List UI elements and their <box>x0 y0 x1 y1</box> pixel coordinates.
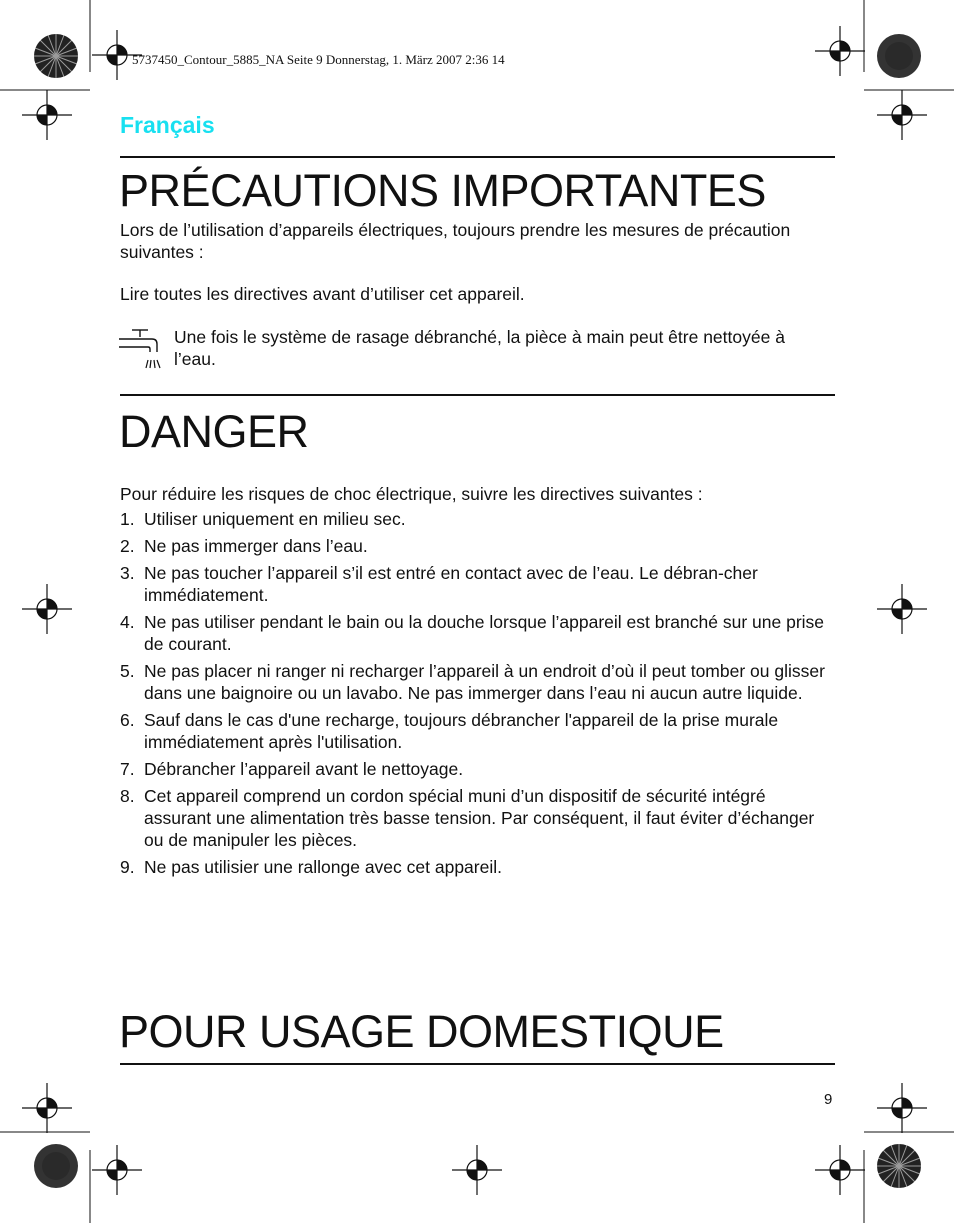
list-item-number: 2. <box>120 536 135 556</box>
list-item-number: 6. <box>120 710 135 730</box>
registration-crosshair-icon <box>22 90 72 140</box>
danger-intro: Pour réduire les risques de choc électrique, suivre les directives suivantes : <box>120 484 703 504</box>
section-title-danger: DANGER <box>119 406 309 457</box>
cleaning-note: Une fois le système de rasage débranché, la pièce à main peut être nettoyée à l’eau. <box>174 327 785 369</box>
list-item-text: Cet appareil comprend un cordon spécial muni d’un dispositif de sécurité intégré assurant une alimentation très basse tension. Par conséquent, il faut éviter d’échanger ou de manipuler les pièces. <box>144 786 815 850</box>
registration-crosshair-icon <box>815 26 865 76</box>
print-header: 5737450_Contour_5885_NA Seite 9 Donnerstag, 1. März 2007 2:36 14 <box>132 52 505 67</box>
color-calibration-wheel-icon <box>876 1143 922 1189</box>
list-item-text: Utiliser uniquement en milieu sec. <box>144 509 406 529</box>
registration-crosshair-icon <box>877 90 927 140</box>
read-instructions-text: Lire toutes les directives avant d’utiliser cet appareil. <box>120 284 525 304</box>
registration-crosshair-icon <box>92 30 142 80</box>
registration-crosshair-icon <box>877 1083 927 1133</box>
list-item-text: Ne pas immerger dans l’eau. <box>144 536 368 556</box>
list-item-number: 8. <box>120 786 135 806</box>
page-number: 9 <box>824 1091 833 1108</box>
section-title-household: POUR USAGE DOMESTIQUE <box>119 1006 724 1057</box>
list-item-number: 7. <box>120 759 135 779</box>
list-item-number: 5. <box>120 661 135 681</box>
registration-crosshair-icon <box>452 1145 502 1195</box>
registration-crosshair-icon <box>22 584 72 634</box>
section-title-precautions: PRÉCAUTIONS IMPORTANTES <box>119 165 766 216</box>
registration-crosshair-icon <box>815 1145 865 1195</box>
registration-crosshair-icon <box>877 584 927 634</box>
list-item-text: Ne pas utilisier une rallonge avec cet appareil. <box>144 857 502 877</box>
color-calibration-wheel-icon <box>876 33 922 79</box>
registration-crosshair-icon <box>22 1083 72 1133</box>
language-label: Français <box>120 112 215 138</box>
color-calibration-wheel-icon <box>33 33 79 79</box>
list-item-text: Débrancher l’appareil avant le nettoyage. <box>144 759 464 779</box>
list-item-number: 9. <box>120 857 135 877</box>
color-calibration-wheel-icon <box>33 1143 79 1189</box>
registration-crosshair-icon <box>92 1145 142 1195</box>
list-item-number: 1. <box>120 509 135 529</box>
list-item-number: 3. <box>120 563 135 583</box>
list-item-number: 4. <box>120 612 135 632</box>
list-item-text: Ne pas placer ni ranger ni recharger l’appareil à un endroit d’où il peut tomber ou glisser dans une baignoire ou un lavabo. Ne pas immerger dans l’eau ni aucun autre liquide. <box>144 661 825 703</box>
list-item-text: Sauf dans le cas d'une recharge, toujours débrancher l'appareil de la prise murale immédiatement après l'utilisation. <box>144 710 779 752</box>
list-item-text: Ne pas utiliser pendant le bain ou la douche lorsque l’appareil est branché sur une prise de courant. <box>144 612 825 654</box>
list-item-text: Ne pas toucher l’appareil s’il est entré en contact avec de l’eau. Le débran-cher immédiatement. <box>144 563 758 605</box>
precautions-intro: Lors de l’utilisation d’appareils électriques, toujours prendre les mesures de précaution suivantes : <box>120 220 791 262</box>
